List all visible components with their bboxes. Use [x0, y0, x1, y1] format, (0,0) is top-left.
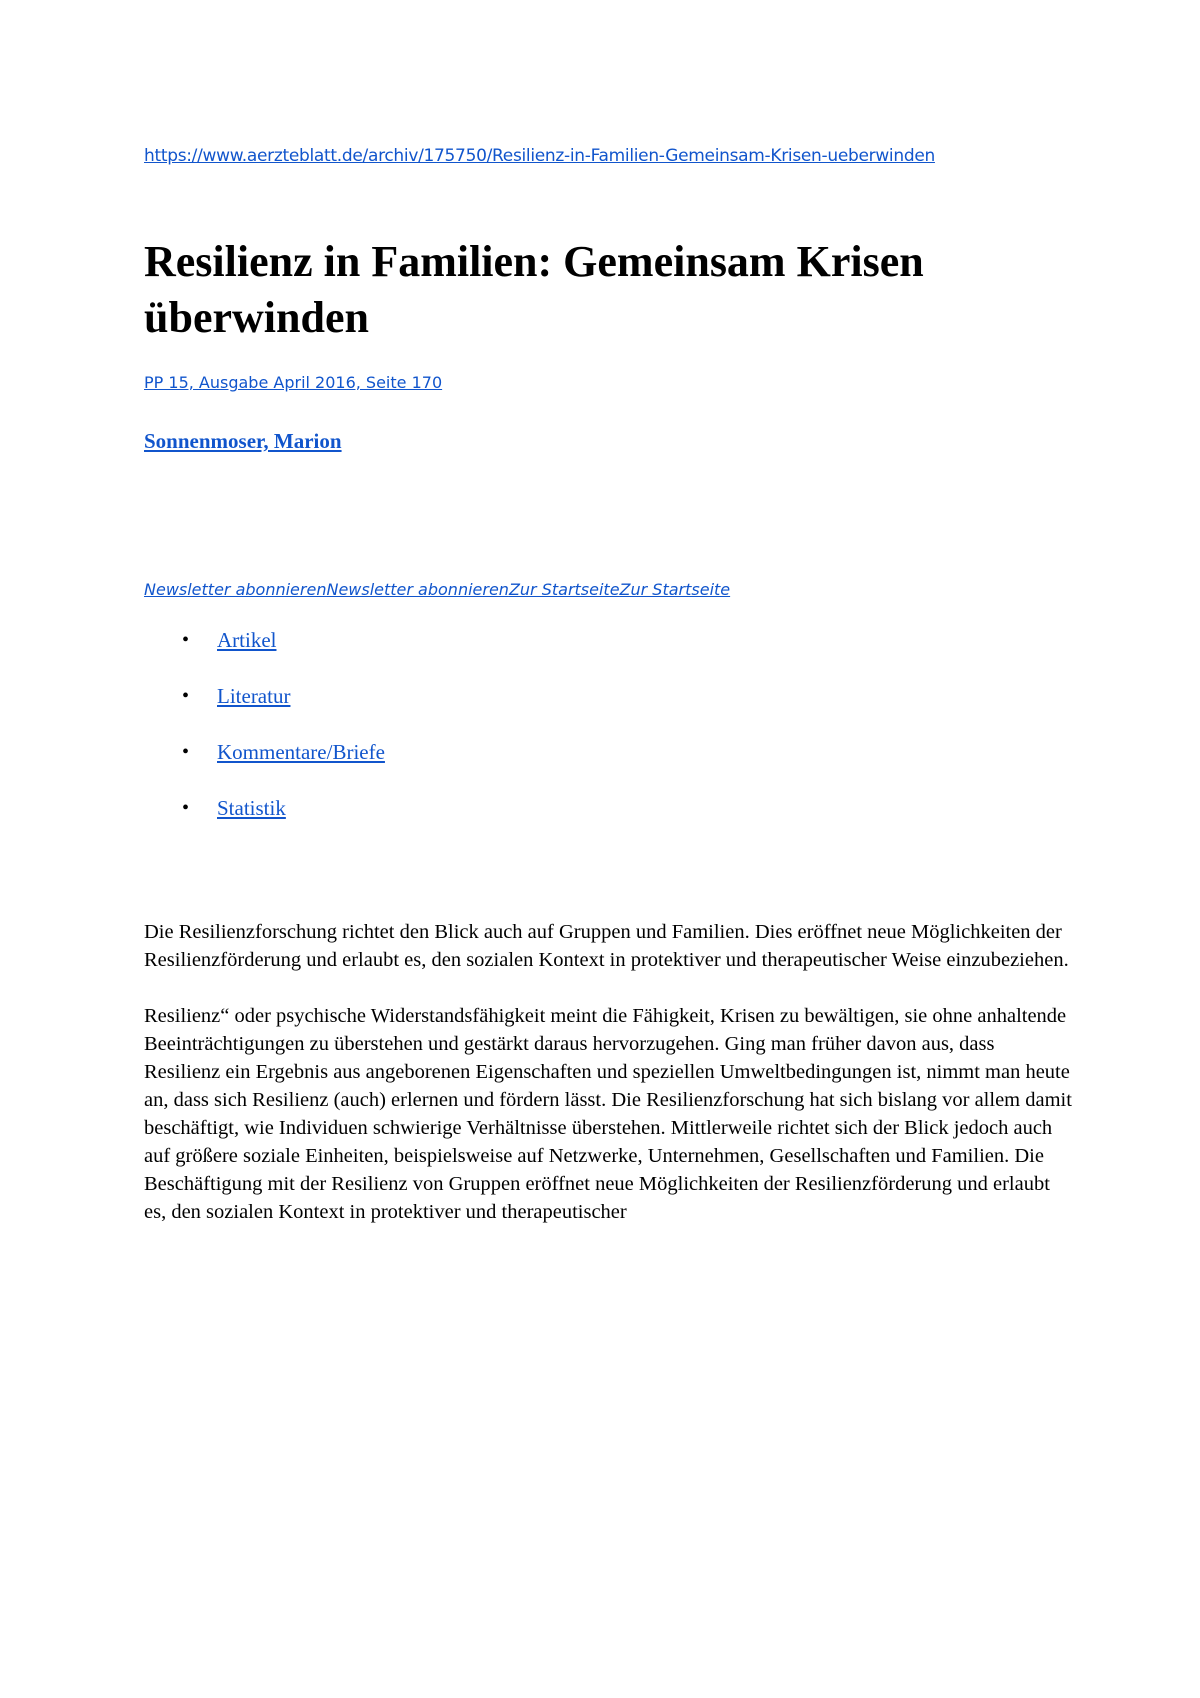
bullet-icon: •	[182, 797, 190, 819]
newsletter-link-duplicate[interactable]: Newsletter abonnieren	[326, 580, 509, 599]
tab-kommentare-link[interactable]: Kommentare/Briefe	[217, 740, 385, 764]
newsletter-link[interactable]: Newsletter abonnieren	[144, 580, 327, 599]
nav-links	[144, 580, 730, 599]
tab-statistik-link[interactable]: Statistik	[217, 796, 286, 820]
tab-statistik	[144, 794, 385, 850]
tab-literatur-link[interactable]: Literatur	[217, 684, 291, 708]
bullet-icon: •	[182, 685, 190, 707]
article-teaser: Die Resilienzforschung richtet den Blick auch auf Gruppen und Familien. Dies eröffnet neue Möglichkeiten der Resilienzförderung und erlaubt es, den sozialen Kontext in protektiver und therapeutischer Weise einzubeziehen.	[144, 921, 1069, 971]
tab-kommentare	[144, 738, 385, 794]
author-link[interactable]: Sonnenmoser, Marion	[144, 429, 342, 453]
article-tabs	[144, 626, 385, 850]
issue-link[interactable]: PP 15, Ausgabe April 2016, Seite 170	[144, 373, 443, 392]
article-title: Resilienz in Familien: Gemeinsam Krisen überwinden	[144, 237, 924, 342]
tab-artikel	[144, 626, 385, 682]
tab-literatur	[144, 682, 385, 738]
home-link-duplicate[interactable]: Zur Startseite	[619, 580, 731, 599]
home-link[interactable]: Zur Startseite	[508, 580, 620, 599]
bullet-icon: •	[182, 629, 190, 651]
source-url-link[interactable]: https://www.aerzteblatt.de/archiv/175750/Resilienz-in-Familien-Gemeinsam-Krisen-ueberwinden	[144, 146, 935, 166]
tab-artikel-link[interactable]: Artikel	[217, 628, 277, 652]
article-body	[144, 918, 1074, 1254]
article-paragraph: Resilienz“ oder psychische Widerstandsfähigkeit meint die Fähigkeit, Krisen zu bewältigen, sie ohne anhaltende Beeinträchtigungen zu überstehen und gestärkt daraus hervorzugehen. Ging man früher davon aus, dass Resilienz ein Ergebnis aus angeborenen Eigenschaften und speziellen Umweltbedingungen ist, nimmt man heute an, dass sich Resilienz (auch) erlernen und fördern lässt. Die Resilienzforschung hat sich bislang vor allem damit beschäftigt, wie Individuen schwierige Verhältnisse überstehen. Mittlerweile richtet sich der Blick jedoch auch auf größere soziale Einheiten, beispielsweise auf Netzwerke, Unternehmen, Gesellschaften und Familien. Die Beschäftigung mit der Resilienz von Gruppen eröffnet neue Möglichkeiten der Resilienzförderung und erlaubt es, den sozialen Kontext in protektiver und therapeutischer	[144, 1005, 1072, 1223]
bullet-icon: •	[182, 741, 190, 763]
